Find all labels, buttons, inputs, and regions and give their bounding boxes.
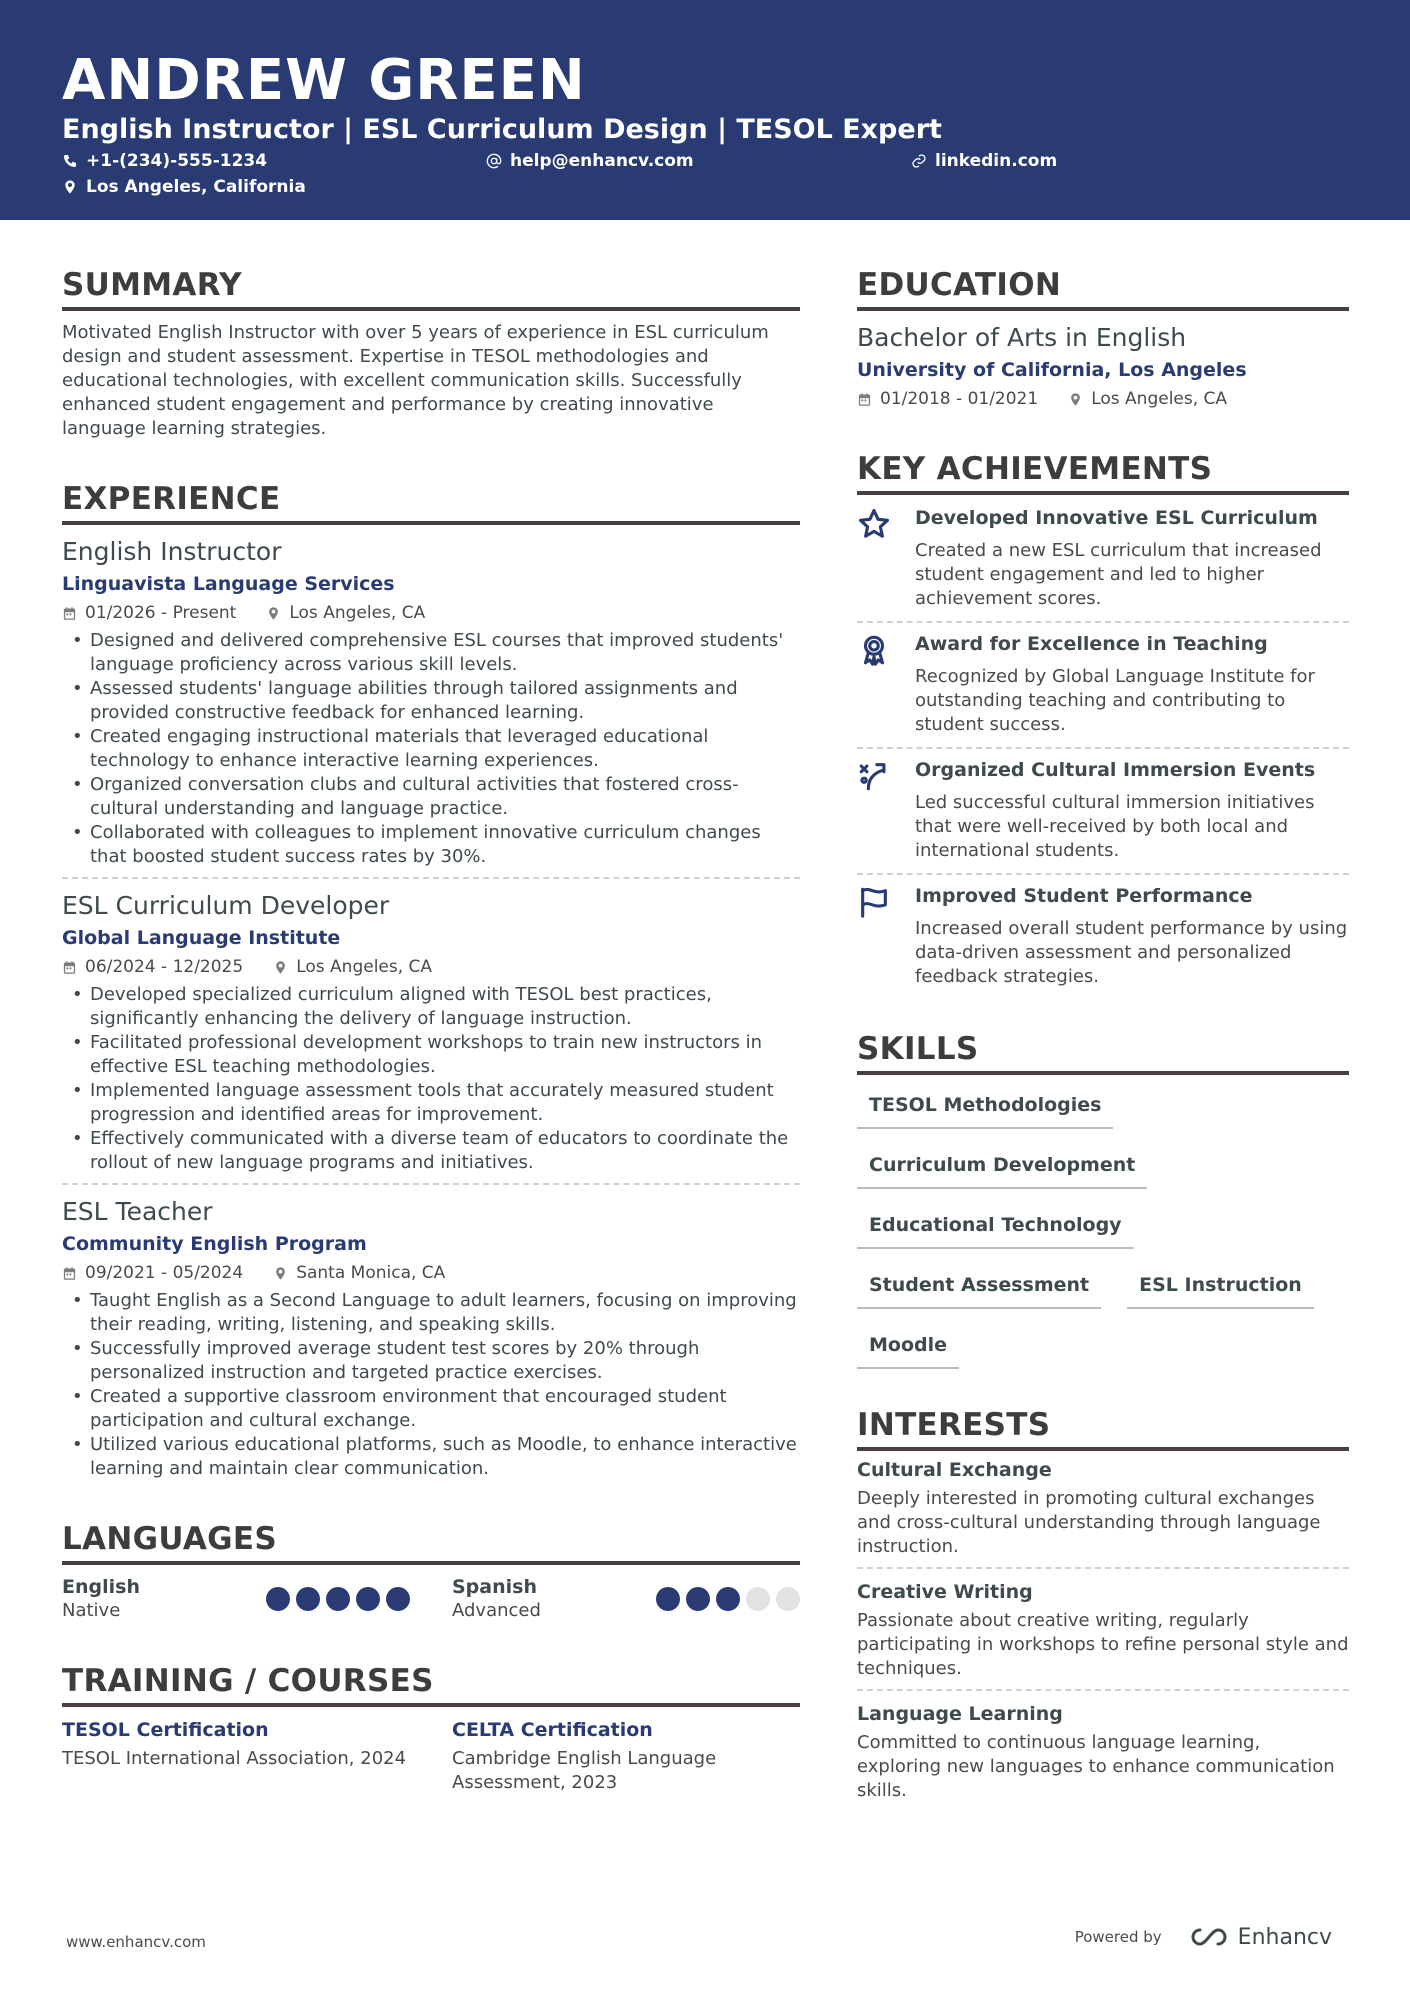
contact-location [62, 176, 306, 198]
interest-desc: Committed to continuous language learning, exploring new languages to enhance communication skills. [857, 1732, 1335, 1801]
list-item: • Collaborated with colleagues to implement innovative curriculum changes that boosted student success rates by 30%. [62, 821, 800, 869]
at-sign-icon [486, 153, 502, 169]
company-name: Global Language Institute [62, 927, 341, 949]
left-column [62, 265, 800, 1795]
education-section [857, 265, 1349, 411]
language-name: Spanish [452, 1576, 537, 1598]
contact-phone [62, 150, 267, 172]
education-location: Los Angeles, CA [1091, 389, 1228, 409]
list-item: • Organized conversation clubs and cultural activities that fostered cross-cultural understanding and language practice. [62, 773, 800, 821]
achievement-item [857, 623, 1349, 747]
enhancv-logo[interactable] [1186, 1924, 1332, 1950]
language-item [62, 1575, 410, 1623]
rating-dot-empty [776, 1587, 800, 1611]
list-item: • Assessed students' language abilities through tailored assignments and provided constructive feedback for enhanced learning. [62, 677, 800, 725]
language-name: English [62, 1576, 140, 1598]
achievement-desc: Created a new ESL curriculum that increased student engagement and led to higher achievement scores. [915, 540, 1322, 609]
school-name: University of California, Los Angeles [857, 359, 1247, 381]
rating-dot-filled [656, 1587, 680, 1611]
skill-tag: ESL Instruction [1127, 1265, 1314, 1309]
training-heading: TRAINING / COURSES [62, 1661, 800, 1707]
interests-section [857, 1405, 1349, 1803]
calendar-icon [62, 960, 77, 975]
summary-text: Motivated English Instructor with over 5 years of experience in ESL curriculum design and student assessment. Expertise in TESOL methodologies and educational technologies, with excellent communication skills. Successfully enhanced student engagement and performance by creating innovative language learning strategies. [62, 322, 769, 439]
divider [62, 1183, 800, 1185]
experience-heading: EXPERIENCE [62, 479, 800, 525]
job-title: ESL Teacher [62, 1197, 213, 1226]
list-item: • Facilitated professional development workshops to train new instructors in effective ESL teaching methodologies. [62, 1031, 800, 1079]
training-section [62, 1661, 800, 1795]
list-item: • Effectively communicated with a diverse team of educators to coordinate the rollout of new language programs and initiatives. [62, 1127, 800, 1175]
powered-by-label: Powered by [1074, 1928, 1162, 1946]
skill-tag: Moodle [857, 1325, 959, 1369]
training-desc: TESOL International Association, 2024 [62, 1748, 407, 1769]
list-item: • Utilized various educational platforms, such as Moodle, to enhance interactive learning and maintain clear communication. [62, 1433, 800, 1481]
training-title: TESOL Certification [62, 1719, 269, 1741]
calendar-icon [62, 606, 77, 621]
rating-dot-filled [356, 1587, 380, 1611]
list-item: • Created a supportive classroom environment that encouraged student participation and cultural exchange. [62, 1385, 800, 1433]
linkedin-link[interactable]: linkedin.com [935, 151, 1058, 171]
candidate-headline: English Instructor | ESL Curriculum Design | TESOL Expert [62, 114, 942, 145]
rating-dot-filled [716, 1587, 740, 1611]
location-pin-icon [273, 1266, 288, 1281]
achievements-section [857, 449, 1349, 999]
location-pin-icon [1068, 392, 1083, 407]
candidate-name: ANDREW GREEN [62, 48, 586, 113]
achievement-title: Improved Student Performance [915, 885, 1253, 907]
star-icon [857, 507, 891, 541]
award-ribbon-icon [857, 633, 891, 667]
education-heading: EDUCATION [857, 265, 1349, 311]
footer-website[interactable]: www.enhancv.com [66, 1933, 206, 1951]
training-title: CELTA Certification [452, 1719, 653, 1741]
achievement-desc: Recognized by Global Language Institute for outstanding teaching and contributing to student success. [915, 666, 1315, 735]
contact-email[interactable] [486, 150, 694, 172]
achievement-desc: Increased overall student performance by using data-driven assessment and personalized feedback strategies. [915, 918, 1348, 987]
training-item [62, 1717, 410, 1795]
achievement-item [857, 497, 1349, 621]
rating-dot-filled [386, 1587, 410, 1611]
strategy-arrow-icon [857, 759, 891, 793]
skill-tag: Educational Technology [857, 1205, 1134, 1249]
skill-tag: Curriculum Development [857, 1145, 1147, 1189]
divider [857, 1689, 1349, 1691]
experience-entry [62, 889, 800, 1175]
rating-dot-filled [266, 1587, 290, 1611]
link-icon [911, 153, 927, 169]
divider [857, 1567, 1349, 1569]
calendar-icon [857, 392, 872, 407]
contact-linkedin[interactable] [911, 150, 1057, 172]
list-item: • Implemented language assessment tools that accurately measured student progression and identified areas for improvement. [62, 1079, 800, 1127]
experience-entry [62, 1195, 800, 1481]
job-meta [62, 1261, 800, 1285]
job-meta [62, 601, 800, 625]
training-item [452, 1717, 800, 1795]
language-rating [266, 1587, 410, 1611]
job-location: Los Angeles, CA [289, 603, 426, 623]
list-item: • Designed and delivered comprehensive ESL courses that improved students' language proficiency across various skill levels. [62, 629, 800, 677]
flag-icon [857, 885, 891, 919]
job-title: ESL Curriculum Developer [62, 891, 390, 920]
divider [62, 877, 800, 879]
education-dates: 01/2018 - 01/2021 [880, 389, 1039, 409]
job-dates: 06/2024 - 12/2025 [85, 957, 244, 977]
list-item: • Successfully improved average student test scores by 20% through personalized instruction and targeted practice exercises. [62, 1337, 800, 1385]
skill-tag: Student Assessment [857, 1265, 1101, 1309]
skills-section [857, 1029, 1349, 1385]
achievement-desc: Led successful cultural immersion initiatives that were well-received by both local and international students. [915, 792, 1315, 861]
list-item: • Created engaging instructional materials that leveraged educational technology to enhance interactive learning experiences. [62, 725, 800, 773]
language-rating [656, 1587, 800, 1611]
rating-dot-filled [296, 1587, 320, 1611]
experience-entry [62, 535, 800, 869]
right-column [857, 265, 1349, 1803]
company-name: Community English Program [62, 1233, 367, 1255]
interest-title: Language Learning [857, 1703, 1063, 1725]
job-bullets [62, 1289, 800, 1481]
achievement-title: Organized Cultural Immersion Events [915, 759, 1316, 781]
location-pin-icon [273, 960, 288, 975]
job-dates: 01/2026 - Present [85, 603, 237, 623]
rating-dot-filled [326, 1587, 350, 1611]
email-link[interactable]: help@enhancv.com [510, 151, 694, 171]
phone-icon [62, 153, 78, 169]
footer-branding [1075, 1924, 1332, 1950]
education-meta [857, 387, 1349, 411]
languages-heading: LANGUAGES [62, 1519, 800, 1565]
experience-section [62, 479, 800, 1481]
job-bullets [62, 629, 800, 869]
job-meta [62, 955, 800, 979]
interest-title: Cultural Exchange [857, 1459, 1052, 1481]
summary-section [62, 265, 800, 441]
interests-heading: INTERESTS [857, 1405, 1349, 1451]
job-location: Santa Monica, CA [296, 1263, 446, 1283]
training-desc: Cambridge English Language Assessment, 2023 [452, 1748, 717, 1793]
skills-heading: SKILLS [857, 1029, 1349, 1075]
interest-item [857, 1701, 1349, 1803]
resume-header [0, 0, 1410, 220]
rating-dot-filled [686, 1587, 710, 1611]
phone-text: +1-(234)-555-1234 [86, 151, 268, 171]
achievement-title: Award for Excellence in Teaching [915, 633, 1268, 655]
interest-desc: Passionate about creative writing, regularly participating in workshops to refine personal style and techniques. [857, 1610, 1349, 1679]
list-item: • Developed specialized curriculum aligned with TESOL best practices, significantly enhancing the delivery of language instruction. [62, 983, 800, 1031]
achievement-item [857, 875, 1349, 999]
location-text: Los Angeles, California [86, 177, 306, 197]
interest-title: Creative Writing [857, 1581, 1033, 1603]
enhancv-logo-icon [1186, 1924, 1232, 1950]
job-location: Los Angeles, CA [296, 957, 433, 977]
job-dates: 09/2021 - 05/2024 [85, 1263, 244, 1283]
location-pin-icon [62, 179, 78, 195]
location-pin-icon [266, 606, 281, 621]
job-bullets [62, 983, 800, 1175]
list-item: • Taught English as a Second Language to adult learners, focusing on improving their reading, writing, listening, and speaking skills. [62, 1289, 800, 1337]
interest-item [857, 1457, 1349, 1559]
rating-dot-empty [746, 1587, 770, 1611]
calendar-icon [62, 1266, 77, 1281]
summary-heading: SUMMARY [62, 265, 800, 311]
achievement-title: Developed Innovative ESL Curriculum [915, 507, 1318, 529]
job-title: English Instructor [62, 537, 282, 566]
degree-title: Bachelor of Arts in English [857, 323, 1187, 352]
company-name: Linguavista Language Services [62, 573, 395, 595]
language-level: Native [62, 1600, 121, 1621]
achievement-item [857, 749, 1349, 873]
interest-item [857, 1579, 1349, 1681]
brand-name: Enhancv [1237, 1924, 1332, 1950]
skill-tag: TESOL Methodologies [857, 1085, 1113, 1129]
languages-section [62, 1519, 800, 1623]
interest-desc: Deeply interested in promoting cultural exchanges and cross-cultural understanding through language instruction. [857, 1488, 1321, 1557]
achievements-heading: KEY ACHIEVEMENTS [857, 449, 1349, 495]
language-level: Advanced [452, 1600, 541, 1621]
language-item [452, 1575, 800, 1623]
